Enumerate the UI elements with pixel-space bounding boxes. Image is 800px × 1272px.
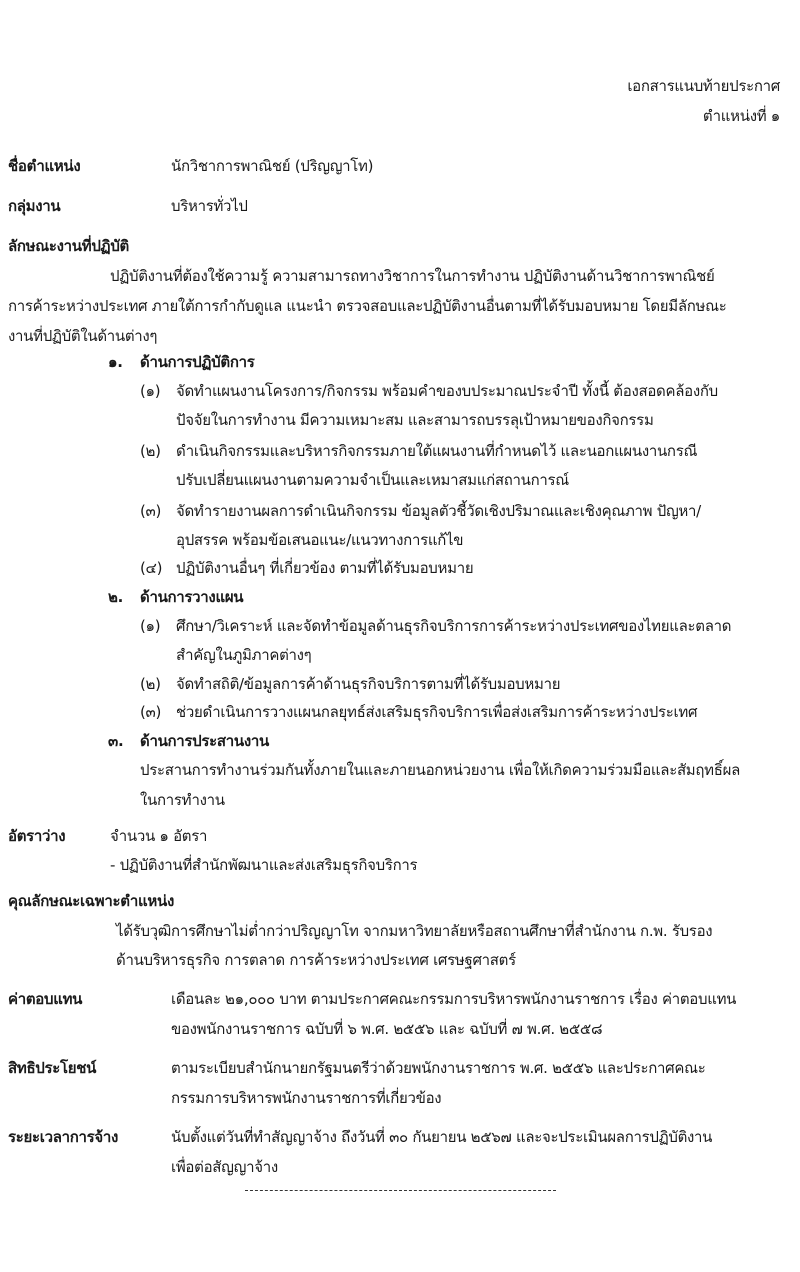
position-value: นักวิชาการพาณิชย์ (ปริญญาโท) <box>171 157 374 175</box>
item-number: (๑) <box>140 382 161 400</box>
item-number: (๒) <box>140 442 161 460</box>
item-number: (๒) <box>140 675 161 693</box>
vacancy-location: - ปฏิบัติงานที่สำนักพัฒนาและส่งเสริมธุรกิจบริการ <box>110 856 418 874</box>
section-title-coordination: ด้านการประสานงาน <box>140 732 269 750</box>
section-number: ๑. <box>108 353 123 371</box>
item-text: จัดทำรายงานผลการดำเนินกิจกรรม ข้อมูลตัวชี้วัดเชิงปริมาณและเชิงคุณภาพ ปัญหา/ <box>176 502 701 520</box>
employment-period-text: เพื่อต่อสัญญาจ้าง <box>171 1158 278 1176</box>
item-text: อุปสรรค พร้อมข้อเสนอแนะ/แนวทางการแก้ไข <box>176 531 464 549</box>
item-text: สำคัญในภูมิภาคต่างๆ <box>176 646 312 664</box>
item-number: (๓) <box>140 502 162 520</box>
item-text: จัดทำสถิติ/ข้อมูลการค้าด้านธุรกิจบริการตามที่ได้รับมอบหมาย <box>176 675 561 693</box>
group-label: กลุ่มงาน <box>8 197 61 215</box>
compensation-label: ค่าตอบแทน <box>8 990 83 1008</box>
employment-period-label: ระยะเวลาการจ้าง <box>8 1128 119 1146</box>
item-text: ศึกษา/วิเคราะห์ และจัดทำข้อมูลด้านธุรกิจบริการการค้าระหว่างประเทศของไทยและตลาด <box>176 617 732 635</box>
attachment-title: เอกสารแนบท้ายประกาศ <box>627 77 780 95</box>
employment-period-text: นับตั้งแต่วันที่ทำสัญญาจ้าง ถึงวันที่ ๓๐ กันยายน ๒๕๖๗ และจะประเมินผลการปฏิบัติงาน <box>171 1128 713 1146</box>
section-title-planning: ด้านการวางแผน <box>140 588 244 606</box>
position-number: ตำแหน่งที่ ๑ <box>702 107 780 125</box>
item-text: ปัจจัยในการทำงาน มีความเหมาะสม และสามารถบรรลุเป้าหมายของกิจกรรม <box>176 411 654 429</box>
item-number: (๑) <box>140 617 161 635</box>
section-number: ๒. <box>108 588 123 606</box>
benefits-text: กรรมการบริหารพนักงานราชการที่เกี่ยวข้อง <box>171 1089 442 1107</box>
section-number: ๓. <box>108 732 124 750</box>
qualifications-heading: คุณลักษณะเฉพาะตำแหน่ง <box>8 892 174 910</box>
section-body: ในการทำงาน <box>140 791 225 809</box>
duties-intro-line: ปฏิบัติงานที่ต้องใช้ความรู้ ความสามารถทางวิชาการในการทำงาน ปฏิบัติงานด้านวิชาการพาณิชย์ <box>110 267 715 285</box>
qualifications-text: ด้านบริหารธุรกิจ การตลาด การค้าระหว่างประเทศ เศรษฐศาสตร์ <box>116 951 516 969</box>
item-number: (๓) <box>140 703 162 721</box>
benefits-label: สิทธิประโยชน์ <box>8 1059 97 1077</box>
duties-heading: ลักษณะงานที่ปฏิบัติ <box>8 237 129 255</box>
vacancy-count: จำนวน ๑ อัตรา <box>110 827 208 845</box>
duties-intro-line: การค้าระหว่างประเทศ ภายใต้การกำกับดูแล แนะนำ ตรวจสอบและปฏิบัติงานอื่นตามที่ได้รับมอบหมาย โดยมีลักษณะ <box>8 297 727 315</box>
item-text: ปรับเปลี่ยนแผนงานตามความจำเป็นและเหมาสมแก่สถานการณ์ <box>176 471 569 489</box>
section-body: ประสานการทำงานร่วมกันทั้งภายในและภายนอกหน่วยงาน เพื่อให้เกิดความร่วมมือและสัมฤทธิ์ผล <box>140 761 740 779</box>
qualifications-text: ได้รับวุฒิการศึกษาไม่ต่ำกว่าปริญญาโท จากมหาวิทยาลัยหรือสถานศึกษาที่สำนักงาน ก.พ. รับรอง <box>116 922 713 940</box>
section-title-operations: ด้านการปฏิบัติการ <box>140 353 255 371</box>
position-label: ชื่อตำแหน่ง <box>8 157 81 175</box>
item-text: ช่วยดำเนินการวางแผนกลยุทธ์ส่งเสริมธุรกิจบริการเพื่อส่งเสริมการค้าระหว่างประเทศ <box>176 703 698 721</box>
compensation-text: เดือนละ ๒๑,๐๐๐ บาท ตามประกาศคณะกรรมการบริหารพนักงานราชการ เรื่อง ค่าตอบแทน <box>171 990 737 1008</box>
end-divider <box>245 1190 556 1191</box>
item-text: จัดทำแผนงานโครงการ/กิจกรรม พร้อมคำของบประมาณประจำปี ทั้งนี้ ต้องสอดคล้องกับ <box>176 382 718 400</box>
duties-intro-line: งานที่ปฏิบัติในด้านต่างๆ <box>8 327 158 345</box>
item-number: (๔) <box>140 559 163 577</box>
group-value: บริหารทั่วไป <box>171 197 248 215</box>
vacancy-label: อัตราว่าง <box>8 827 66 845</box>
item-text: ดำเนินกิจกรรมและบริหารกิจกรรมภายใต้แผนงานที่กำหนดไว้ และนอกแผนงานกรณี <box>176 442 698 460</box>
compensation-text: ของพนักงานราชการ ฉบับที่ ๖ พ.ศ. ๒๕๕๖ และ ฉบับที่ ๗ พ.ศ. ๒๕๕๘ <box>171 1020 603 1038</box>
item-text: ปฏิบัติงานอื่นๆ ที่เกี่ยวข้อง ตามที่ได้รับมอบหมาย <box>176 559 474 577</box>
benefits-text: ตามระเบียบสำนักนายกรัฐมนตรีว่าด้วยพนักงานราชการ พ.ศ. ๒๕๕๖ และประกาศคณะ <box>171 1059 706 1077</box>
